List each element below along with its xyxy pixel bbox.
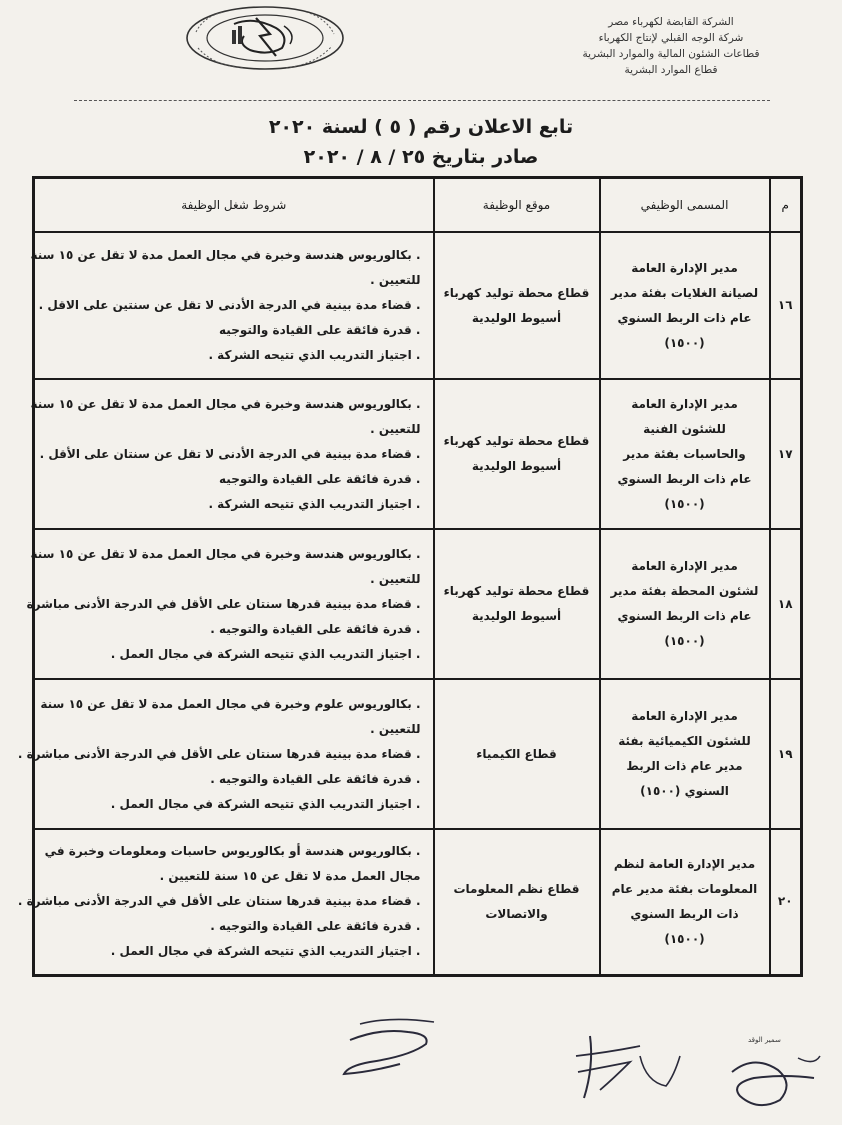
condition-line: . اجتياز التدريب الذي تتيحه الشركة في مجال العمل . bbox=[110, 646, 421, 661]
condition-line: . بكالوريوس هندسة أو بكالوريوس حاسبات ومعلومات وخبرة في bbox=[44, 844, 421, 859]
col-header-num: م bbox=[770, 178, 802, 233]
condition-line: . قضاء مدة بينية في الدرجة الأدنى لا تقل عن سنتين على الاقل . bbox=[38, 298, 421, 312]
condition-line: للتعيين . bbox=[370, 273, 421, 287]
table-header-row bbox=[34, 178, 802, 233]
condition-line: . بكالوريوس هندسة وخبرة في مجال العمل مدة لا تقل عن ١٥ سنة bbox=[30, 546, 421, 561]
announcement-title: تابع الاعلان رقم ( ٥ ) لسنة ٢٠٢٠ bbox=[268, 116, 574, 138]
org-line: قطاعات الشئون المالية والموارد البشرية bbox=[582, 48, 760, 60]
col-header-location: موقع الوظيفة bbox=[434, 178, 600, 233]
condition-line: . اجتياز التدريب الذي تتيحه الشركة في مجال العمل . bbox=[110, 944, 421, 959]
condition-line: . قضاء مدة بينية في الدرجة الأدنى لا تقل عن سنتان على الأقل . bbox=[39, 446, 421, 461]
table-row bbox=[34, 679, 802, 829]
job-title: مدير الإدارة العامة لنظم المعلومات بفئة مدير عام ذات الربط السنوي (١٥٠٠) bbox=[600, 829, 770, 975]
table-row bbox=[34, 379, 802, 529]
condition-line: للتعيين . bbox=[370, 421, 421, 436]
job-conditions bbox=[26, 529, 434, 679]
condition-line: . قدرة فائقة على القيادة والتوجيه . bbox=[210, 771, 421, 786]
header-divider bbox=[74, 100, 770, 101]
condition-line: . بكالوريوس هندسة وخبرة في مجال العمل مدة لا تقل عن ١٥ سنة bbox=[30, 396, 421, 411]
col-header-conditions: شروط شغل الوظيفة bbox=[34, 178, 434, 233]
row-number: ١٨ bbox=[770, 529, 802, 679]
announcement-date: صادر بتاريخ ٢٥ / ٨ / ٢٠٢٠ bbox=[303, 146, 539, 168]
condition-line: . قدرة فائقة على القيادة والتوجيه . bbox=[210, 919, 421, 934]
condition-line: . بكالوريوس هندسة وخبرة في مجال العمل مدة لا تقل عن ١٥ سنة bbox=[30, 248, 421, 262]
job-conditions bbox=[17, 679, 434, 829]
signature-left bbox=[330, 1010, 460, 1085]
job-location: قطاع محطة توليد كهرباء أسيوط الوليدية bbox=[434, 529, 600, 679]
job-location: قطاع محطة توليد كهرباء أسيوط الوليدية bbox=[434, 379, 600, 529]
condition-line: . اجتياز التدريب الذي تتيحه الشركة . bbox=[208, 348, 421, 362]
signature-right bbox=[714, 1044, 828, 1114]
col-header-title: المسمى الوظيفي bbox=[600, 178, 770, 233]
table-row bbox=[34, 232, 802, 379]
org-line: قطاع الموارد البشرية bbox=[624, 64, 718, 76]
company-logo bbox=[184, 4, 346, 72]
signature-middle bbox=[570, 1026, 690, 1106]
condition-line: . بكالوريوس علوم وخبرة في مجال العمل مدة لا تقل عن ١٥ سنة bbox=[40, 696, 421, 711]
job-title: مدير الإدارة العامة لصيانة الغلايات بفئة مدير عام ذات الربط السنوي (١٥٠٠) bbox=[600, 232, 770, 379]
row-number: ١٩ bbox=[770, 679, 802, 829]
org-line: شركة الوجه القبلي لإنتاج الكهرباء bbox=[598, 32, 744, 44]
row-number: ١٦ bbox=[770, 232, 802, 379]
condition-line: . قضاء مدة بينية قدرها سنتان على الأقل في الدرجة الأدنى مباشرة bbox=[26, 596, 421, 611]
condition-line: مجال العمل مدة لا تقل عن ١٥ سنة للتعيين . bbox=[159, 869, 421, 884]
condition-line: . قدرة فائقة على القيادة والتوجيه . bbox=[210, 621, 421, 636]
condition-line: للتعيين . bbox=[370, 721, 421, 736]
table-row bbox=[34, 829, 802, 975]
job-title: مدير الإدارة العامة للشئون الفنية والحاسبات بفئة مدير عام ذات الربط السنوي (١٥٠٠) bbox=[600, 379, 770, 529]
condition-line: . اجتياز التدريب الذي تتيحه الشركة . bbox=[208, 496, 421, 511]
job-conditions bbox=[30, 379, 434, 529]
job-conditions bbox=[17, 829, 434, 975]
condition-line: . قضاء مدة بينية قدرها سنتان على الأقل في الدرجة الأدنى مباشرة . bbox=[17, 746, 421, 761]
row-number: ١٧ bbox=[770, 379, 802, 529]
condition-line: للتعيين . bbox=[370, 571, 421, 586]
org-line: الشركة القابضة لكهرباء مصر bbox=[608, 16, 734, 28]
condition-line: . قضاء مدة بينية قدرها سنتان على الأقل في الدرجة الأدنى مباشرة . bbox=[17, 894, 421, 909]
condition-line: . اجتياز التدريب الذي تتيحه الشركة في مجال العمل . bbox=[110, 796, 421, 811]
job-location: قطاع الكيمياء bbox=[434, 679, 600, 829]
condition-line: . قدرة فائقة على القيادة والتوجيه bbox=[219, 471, 421, 486]
jobs-table bbox=[17, 176, 803, 977]
job-title: مدير الإدارة العامة للشئون الكيميائية بفئة مدير عام ذات الربط السنوي (١٥٠٠) bbox=[600, 679, 770, 829]
job-location: قطاع محطة توليد كهرباء أسيوط الوليدية bbox=[434, 232, 600, 379]
job-conditions bbox=[30, 232, 434, 379]
job-location: قطاع نظم المعلومات والاتصالات bbox=[434, 829, 600, 975]
condition-line: . قدرة فائقة على القيادة والتوجيه bbox=[219, 323, 421, 337]
row-number: ٢٠ bbox=[770, 829, 802, 975]
job-title: مدير الإدارة العامة لشئون المحطة بفئة مدير عام ذات الربط السنوي (١٥٠٠) bbox=[600, 529, 770, 679]
org-header bbox=[566, 14, 776, 78]
signatory-name: سمير الوقد bbox=[748, 1036, 781, 1044]
table-row bbox=[34, 529, 802, 679]
